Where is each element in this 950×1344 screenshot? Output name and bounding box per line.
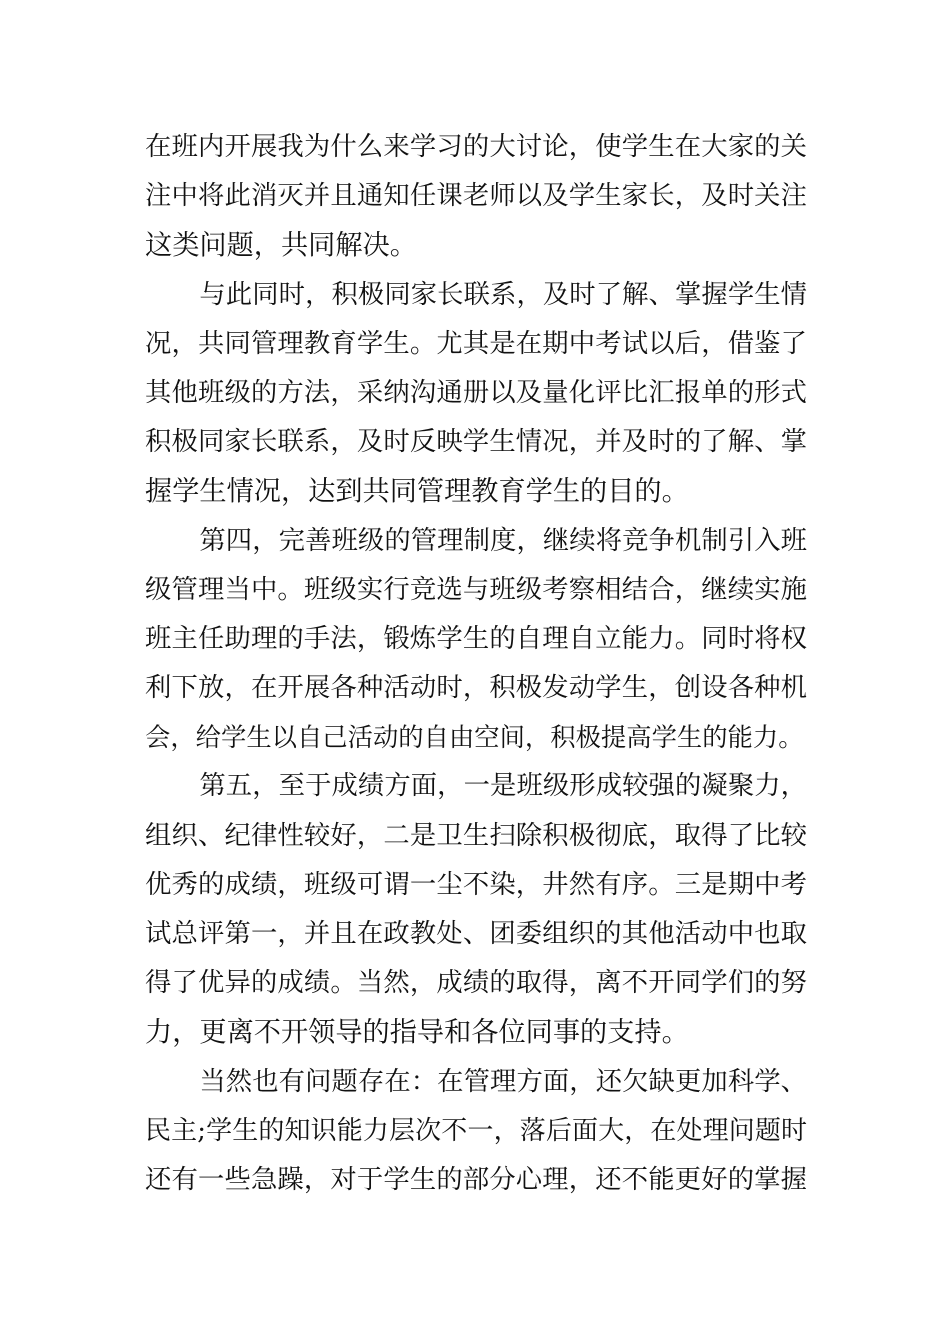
text-line: 在班内开展我为什么来学习的大讨论，使学生在大家的关 [145, 132, 807, 162]
text-line: 利下放，在开展各种活动时，积极发动学生，创设各种机 [145, 673, 807, 704]
paragraph-first-line: 第四，完善班级的管理制度，继续将竞争机制引入班 [199, 525, 807, 556]
text-line: 试总评第一，并且在政教处、团委组织的其他活动中也取 [145, 919, 807, 949]
paragraph-first-line: 第五，至于成绩方面，一是班级形成较强的凝聚力， [199, 771, 807, 802]
text-line: 会，给学生以自己活动的自由空间，积极提高学生的能力。 [145, 722, 804, 753]
text-line: 班主任助理的手法，锻炼学生的自理自立能力。同时将权 [145, 623, 807, 654]
text-line: 组织、纪律性较好，二是卫生扫除积极彻底，取得了比较 [145, 820, 807, 851]
text-line: 还有一些急躁，对于学生的部分心理，还不能更好的掌握 [145, 1164, 807, 1195]
text-line: 优秀的成绩，班级可谓一尘不染，井然有序。三是期中考 [145, 869, 807, 900]
body-text [145, 123, 807, 1205]
text-line: 其他班级的方法，采纳沟通册以及量化评比汇报单的形式 [145, 377, 807, 408]
text-line: 积极同家长联系，及时反映学生情况，并及时的了解、掌 [145, 427, 807, 458]
text-line: 注中将此消灭并且通知任课老师以及学生家长，及时关注 [145, 181, 807, 212]
text-line: 级管理当中。班级实行竞选与班级考察相结合，继续实施 [145, 574, 807, 605]
text-line: 况，共同管理教育学生。尤其是在期中考试以后，借鉴了 [145, 328, 807, 359]
text-line: 这类问题，共同解决。 [145, 230, 417, 262]
text-line: 力，更离不开领导的指导和各位同事的支持。 [145, 1017, 689, 1049]
paragraph-first-line: 与此同时，积极同家长联系，及时了解、掌握学生情 [199, 279, 807, 310]
text-line: 民主;学生的知识能力层次不一，落后面大，在处理问题时 [145, 1115, 807, 1146]
text-line: 得了优异的成绩。当然，成绩的取得，离不开同学们的努 [145, 968, 807, 999]
text-line: 握学生情况，达到共同管理教育学生的目的。 [145, 476, 689, 508]
paragraph-first-line: 当然也有问题存在：在管理方面，还欠缺更加科学、 [199, 1066, 807, 1097]
